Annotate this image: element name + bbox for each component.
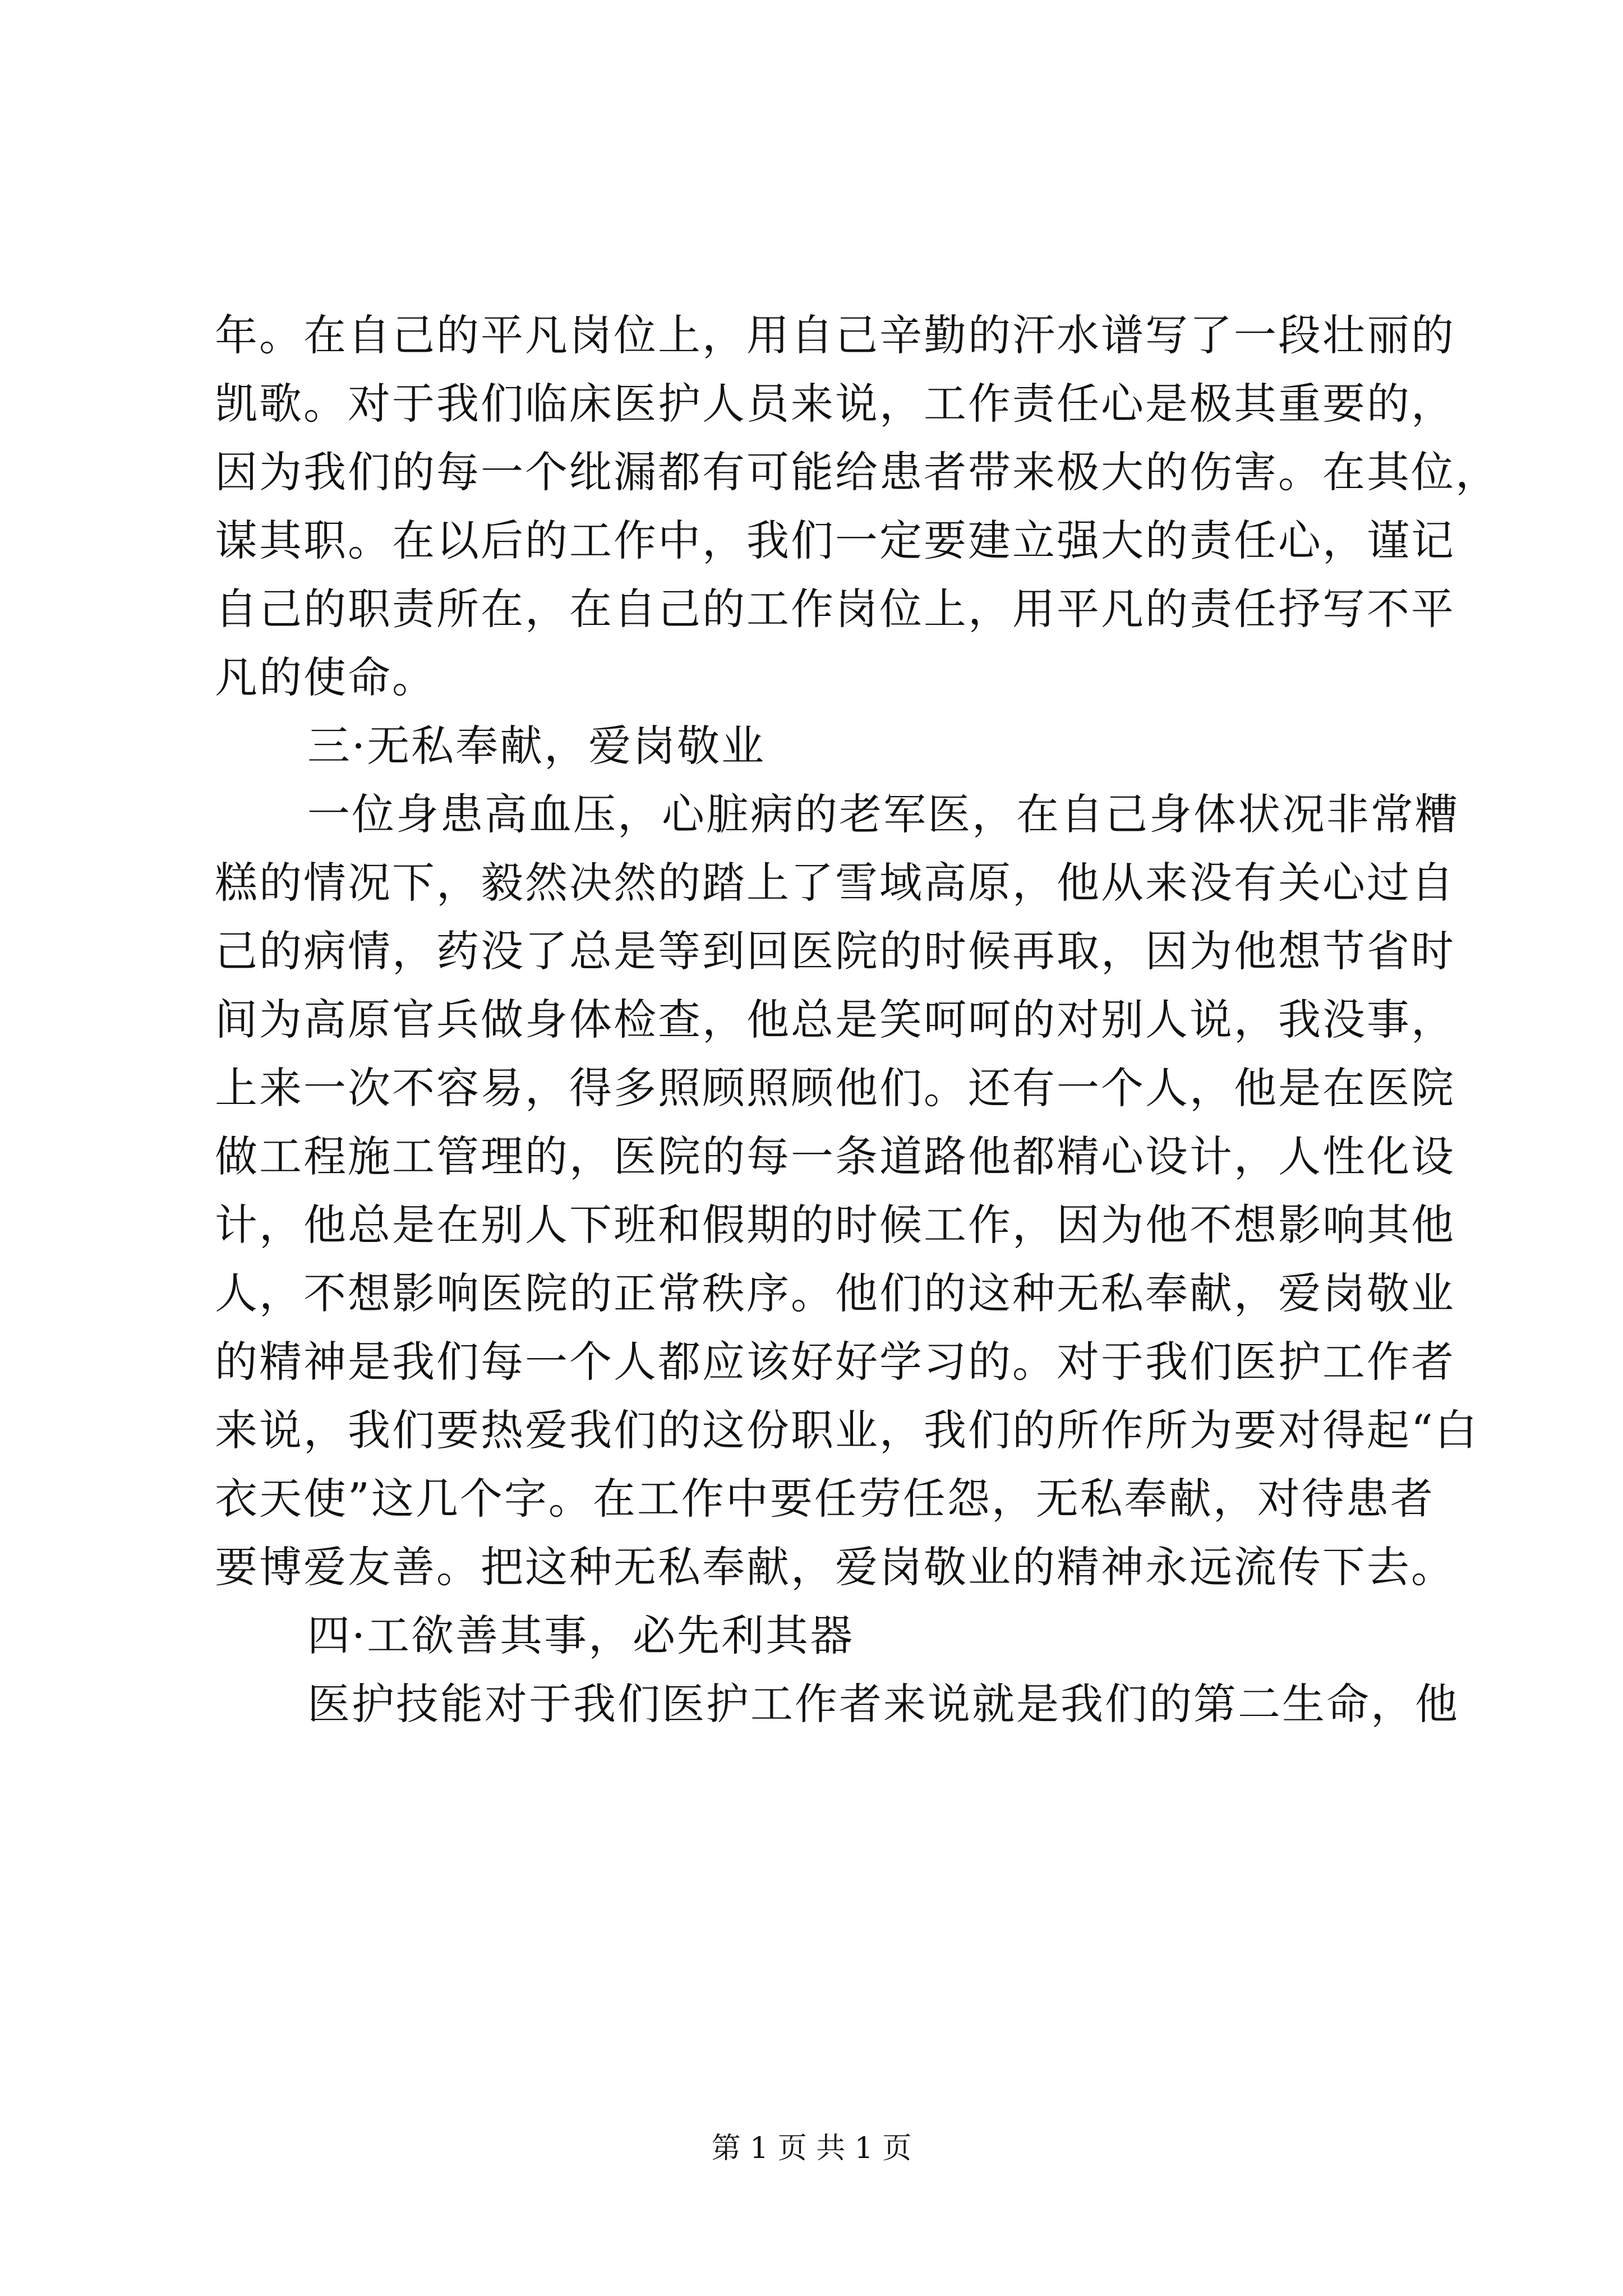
body-text-line: 人，不想影响医院的正常秩序。他们的这种无私奉献，爱岗敬业	[215, 1268, 1455, 1318]
body-text-line: 要博爱友善。把这种无私奉献，爱岗敬业的精神永远流传下去。	[215, 1542, 1455, 1592]
body-text-line: 己的病情，药没了总是等到回医院的时候再取，因为他想节省时	[215, 926, 1455, 976]
paragraph-first-line: 医护技能对于我们医护工作者来说就是我们的第二生命，他	[307, 1679, 1459, 1729]
body-text-line: 凯歌。对于我们临床医护人员来说，工作责任心是极其重要的，	[215, 379, 1455, 429]
body-text-line: 做工程施工管理的，医院的每一条道路他都精心设计，人性化设	[215, 1131, 1455, 1181]
body-text-line: 年。在自己的平凡岗位上，用自己辛勤的汗水谱写了一段壮丽的	[215, 310, 1455, 360]
body-text-line: 糕的情况下，毅然决然的踏上了雪域高原，他从来没有关心过自	[215, 858, 1455, 908]
section-heading-3: 三·无私奉献，爱岗敬业	[307, 721, 766, 771]
paragraph-first-line: 一位身患高血压，心脏病的老军医，在自己身体状况非常糟	[307, 789, 1459, 839]
body-text-line: 谋其职。在以后的工作中，我们一定要建立强大的责任心，谨记	[215, 516, 1455, 565]
body-text-line: 上来一次不容易，得多照顾照顾他们。还有一个人，他是在医院	[215, 1063, 1455, 1113]
body-text-line: 计，他总是在别人下班和假期的时候工作，因为他不想影响其他	[215, 1200, 1455, 1250]
body-text-line: 的精神是我们每一个人都应该好好学习的。对于我们医护工作者	[215, 1337, 1455, 1387]
page-number-footer: 第 1 页 共 1 页	[711, 2132, 912, 2165]
body-text-line: 来说，我们要热爱我们的这份职业，我们的所作所为要对得起“白	[215, 1405, 1479, 1455]
section-heading-4: 四·工欲善其事，必先利其器	[307, 1611, 855, 1660]
body-text-line: 自己的职责所在，在自己的工作岗位上，用平凡的责任抒写不平	[215, 584, 1455, 634]
body-text-line: 间为高原官兵做身体检查，他总是笑呵呵的对别人说，我没事，	[215, 995, 1455, 1045]
body-text-line: 衣天使”这几个字。在工作中要任劳任怨，无私奉献，对待患者	[215, 1474, 1435, 1524]
body-text-line: 凡的使命。	[215, 652, 436, 702]
body-text-line: 因为我们的每一个纰漏都有可能给患者带来极大的伤害。在其位，	[215, 447, 1500, 497]
